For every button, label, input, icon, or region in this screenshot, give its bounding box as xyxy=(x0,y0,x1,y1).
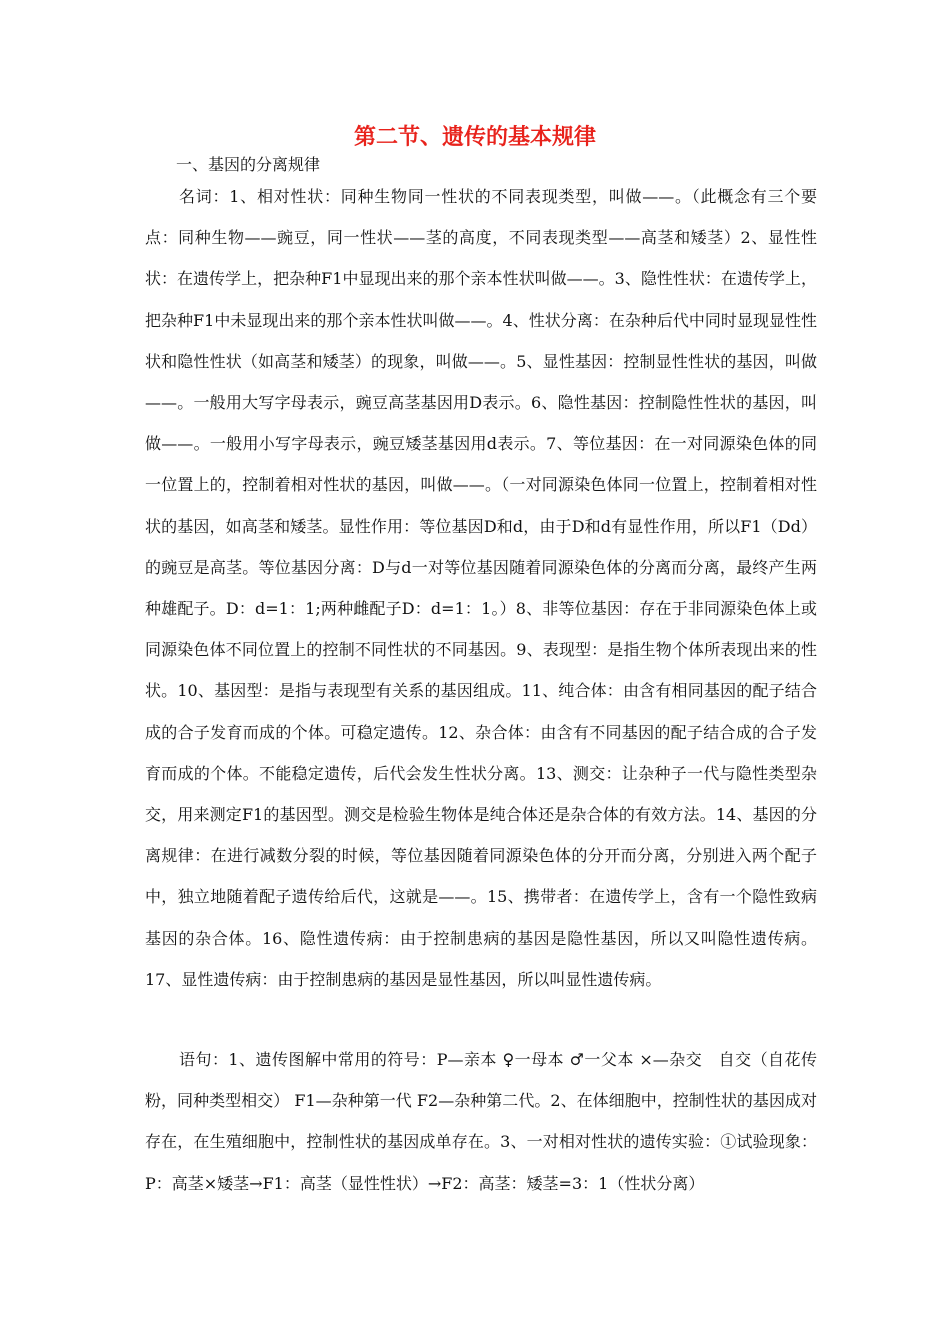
section-heading: 一、基因的分离规律 xyxy=(176,155,321,174)
paragraph-statements: 语句：1、遗传图解中常用的符号：P—亲本 ♀一母本 ♂一父本 ×—杂交 自交（自花传粉，同种类型相交） F1—杂种第一代 F2—杂种第二代。2、在体细胞中，控制性状的基因成对存在，在生殖细胞中，控制性状的基因成单存在。3、一对相对性状的遗传实验：①试验现象：P：高茎×矮茎→F1：高茎（显性性状）→F2：高茎：矮茎=3：1（性状分离） xyxy=(145,1050,817,1193)
paragraph-terms: 名词：1、相对性状：同种生物同一性状的不同表现类型，叫做——。（此概念有三个要点：同种生物——豌豆，同一性状——茎的高度，不同表现类型——高茎和矮茎）2、显性性状：在遗传学上，把杂种F1中显现出来的那个亲本性状叫做——。3、隐性性状：在遗传学上，把杂种F1中未显现出来的那个亲本性状叫做——。4、性状分离：在杂种后代中同时显现显性性状和隐性性状（如高茎和矮茎）的现象，叫做——。5、显性基因：控制显性性状的基因，叫做——。一般用大写字母表示，豌豆高茎基因用D表示。6、隐性基因：控制隐性性状的基因，叫做——。一般用小写字母表示，豌豆矮茎基因用d表示。7、等位基因：在一对同源染色体的同一位置上的，控制着相对性状的基因，叫做——。（一对同源染色体同一位置上，控制着相对性状的基因，如高茎和矮茎。显性作用：等位基因D和d，由于D和d有显性作用，所以F1（Dd）的豌豆是高茎。等位基因分离：D与d一对等位基因随着同源染色体的分离而分离，最终产生两种雄配子。D：d=1：1;两种雌配子D：d=1：1。）8、非等位基因：存在于非同源染色体上或同源染色体不同位置上的控制不同性状的不同基因。9、表现型：是指生物个体所表现出来的性状。10、基因型：是指与表现型有关系的基因组成。11、纯合体：由含有相同基因的配子结合成的合子发育而成的个体。可稳定遗传。12、杂合体：由含有不同基因的配子结合成的合子发育而成的个体。不能稳定遗传，后代会发生性状分离。13、测交：让杂种子一代与隐性类型杂交，用来测定F1的基因型。测交是检验生物体是纯合体还是杂合体的有效方法。14、基因的分离规律：在进行减数分裂的时候，等位基因随着同源染色体的分开而分离，分别进入两个配子中，独立地随着配子遗传给后代，这就是——。15、携带者：在遗传学上，含有一个隐性致病基因的杂合体。16、隐性遗传病：由于控制患病的基因是隐性基因，所以又叫隐性遗传病。17、显性遗传病：由于控制患病的基因是显性基因，所以叫显性遗传病。 xyxy=(145,187,817,989)
page-title: 第二节、遗传的基本规律 xyxy=(353,125,596,150)
